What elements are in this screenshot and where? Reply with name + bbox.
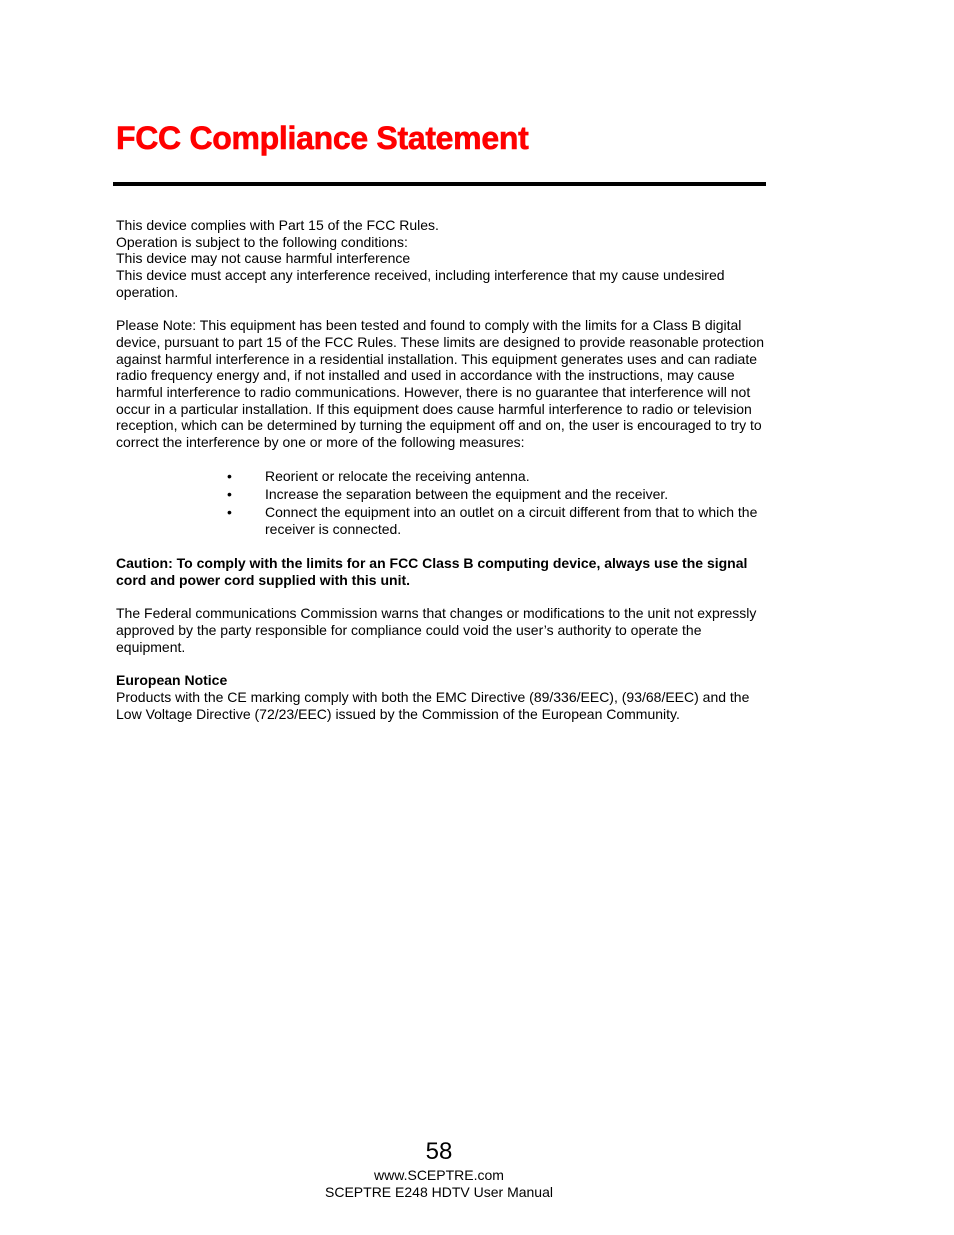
- list-item-text: Connect the equipment into an outlet on a circuit different from that to which the receiver is connected.: [265, 504, 758, 537]
- european-notice-heading: European Notice: [116, 672, 228, 689]
- footer-website: www.SCEPTRE.com: [374, 1167, 504, 1183]
- intro-line-1: This device complies with Part 15 of the FCC Rules.: [116, 217, 439, 233]
- measures-list: [226, 468, 766, 537]
- intro-line-3: This device may not cause harmful interference: [116, 250, 411, 267]
- bullet-icon: •: [227, 468, 232, 485]
- caution-paragraph: Caution: To comply with the limits for an FCC Class B computing device, always use the signal cord and power cord supplied with this unit.: [116, 555, 748, 589]
- bullet-icon: •: [227, 486, 232, 503]
- page-title: FCC Compliance Statement: [116, 120, 529, 156]
- list-item: [226, 486, 766, 503]
- title-divider: [113, 182, 766, 186]
- list-item-text: Reorient or relocate the receiving antenna.: [265, 468, 530, 485]
- footer-manual-title: SCEPTRE E248 HDTV User Manual: [325, 1184, 553, 1200]
- intro-line-4: This device must accept any interference received, including interference that my cause undesired operation.: [116, 267, 725, 300]
- please-note-paragraph: Please Note: This equipment has been tested and found to comply with the limits for a Class B digital device, pursuant to part 15 of the FCC Rules. These limits are designed to provide reasonable protection against harmful interference in a residential installation. This equipment generates uses and can radiate radio frequency energy and, if not installed and used in accordance with the instructions, may cause harmful interference to radio communications. However, there is no guarantee that interference will not occur in a particular installation. If this equipment does cause harmful interference to radio or television reception, which can be determined by turning the equipment off and on, the user is encouraged to try to correct the interference by one or more of the following measures:: [116, 317, 764, 451]
- bullet-icon: •: [227, 504, 232, 521]
- european-notice-paragraph: Products with the CE marking comply with both the EMC Directive (89/336/EEC), (93/68/EEC) and the Low Voltage Directive (72/23/EEC) issued by the Commission of the European Community.: [116, 688, 750, 722]
- page-number: 58: [425, 1138, 453, 1165]
- main-content: [116, 217, 766, 722]
- fcc-warning-paragraph: The Federal communications Commission warns that changes or modifications to the unit not expressly approved by the party responsible for compliance could void the user’s authority to operate the equipment.: [116, 605, 757, 655]
- list-item: [226, 468, 766, 485]
- list-item: [226, 504, 766, 537]
- list-item-text: Increase the separation between the equipment and the receiver.: [265, 486, 669, 503]
- page-footer: [0, 1137, 878, 1201]
- intro-line-2: Operation is subject to the following conditions:: [116, 233, 408, 250]
